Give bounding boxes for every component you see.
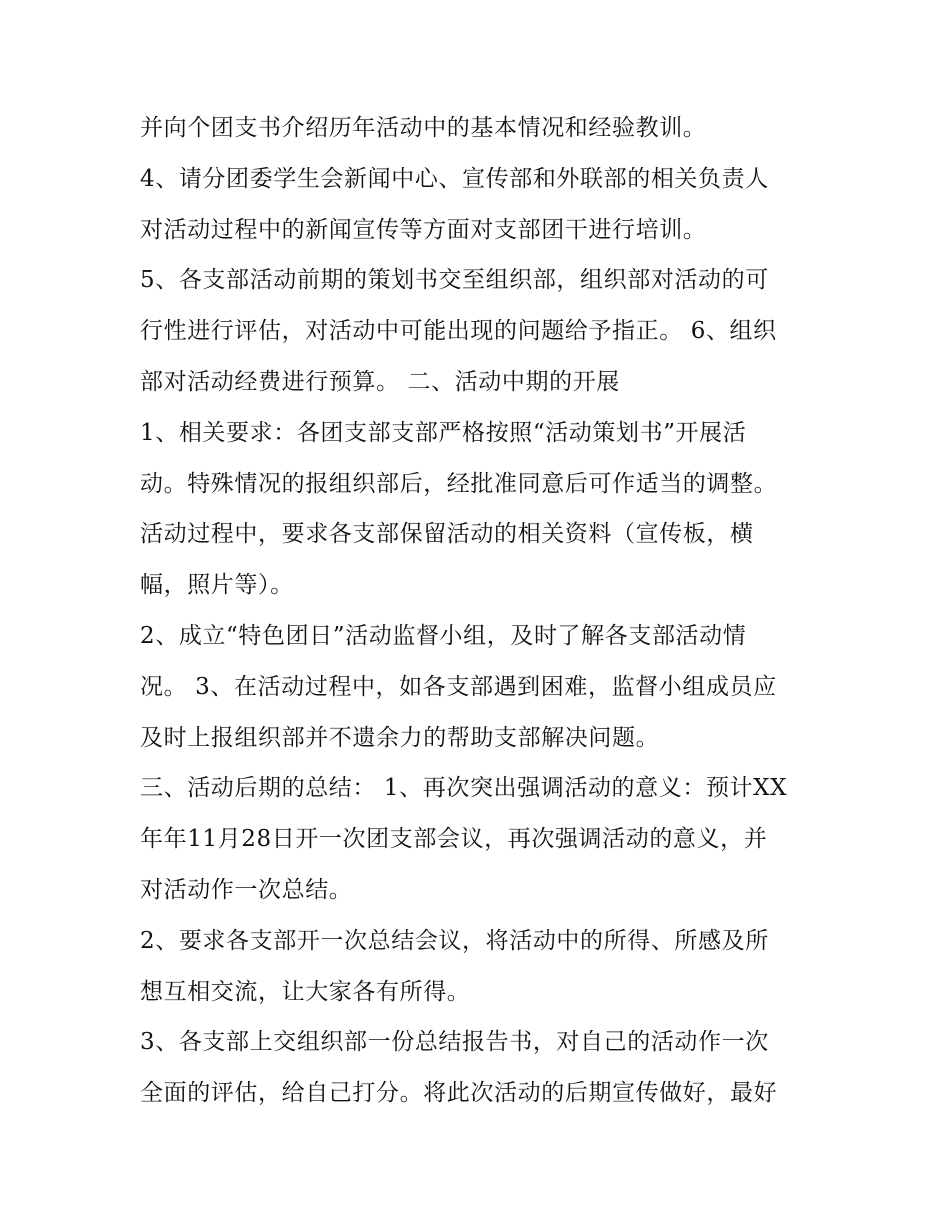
document-body (140, 103, 830, 1119)
text-line: 1、相关要求：各团支部支部严格按照“活动策划书”开展活 (140, 419, 747, 446)
text-line: 4、请分团委学生会新闻中心、宣传部和外联部的相关负责人 (140, 165, 769, 192)
text-line: 及时上报组织部并不遗余力的帮助支部解决问题。 (140, 724, 660, 751)
text-line: 3、各支部上交组织部一份总结报告书，对自己的活动作一次 (140, 1029, 769, 1056)
text-line: 活动过程中，要求各支部保留活动的相关资料（宣传板，横 (140, 521, 754, 548)
text-line: 对活动过程中的新闻宣传等方面对支部团干进行培训。 (140, 216, 707, 243)
text-line: 三、活动后期的总结： 1、再次突出强调活动的意义：预计XX (140, 775, 788, 802)
text-line: 年年11月28日开一次团支部会议，再次强调活动的意义，并 (140, 826, 768, 853)
text-line: 5、各支部活动前期的策划书交至组织部，组织部对活动的可 (140, 267, 769, 294)
text-line: 部对活动经费进行预算。 二、活动中期的开展 (140, 368, 620, 395)
text-line: 动。特殊情况的报组织部后，经批准同意后可作适当的调整。 (140, 470, 778, 497)
text-line: 行性进行评估，对活动中可能出现的问题给予指正。 6、组织 (140, 318, 777, 345)
text-line: 对活动作一次总结。 (140, 876, 353, 903)
text-line: 幅，照片等）。 (140, 572, 294, 599)
text-line: 全面的评估，给自己打分。将此次活动的后期宣传做好，最好 (140, 1080, 778, 1107)
text-line: 2、要求各支部开一次总结会议，将活动中的所得、所感及所 (140, 927, 769, 954)
text-line: 想互相交流，让大家各有所得。 (140, 978, 471, 1005)
text-line: 并向个团支书介绍历年活动中的基本情况和经验教训。 (140, 115, 707, 141)
text-line: 2、成立“特色团日”活动监督小组，及时了解各支部活动情 (140, 622, 747, 649)
text-line: 况。 3、在活动过程中，如各支部遇到困难，监督小组成员应 (140, 673, 777, 700)
